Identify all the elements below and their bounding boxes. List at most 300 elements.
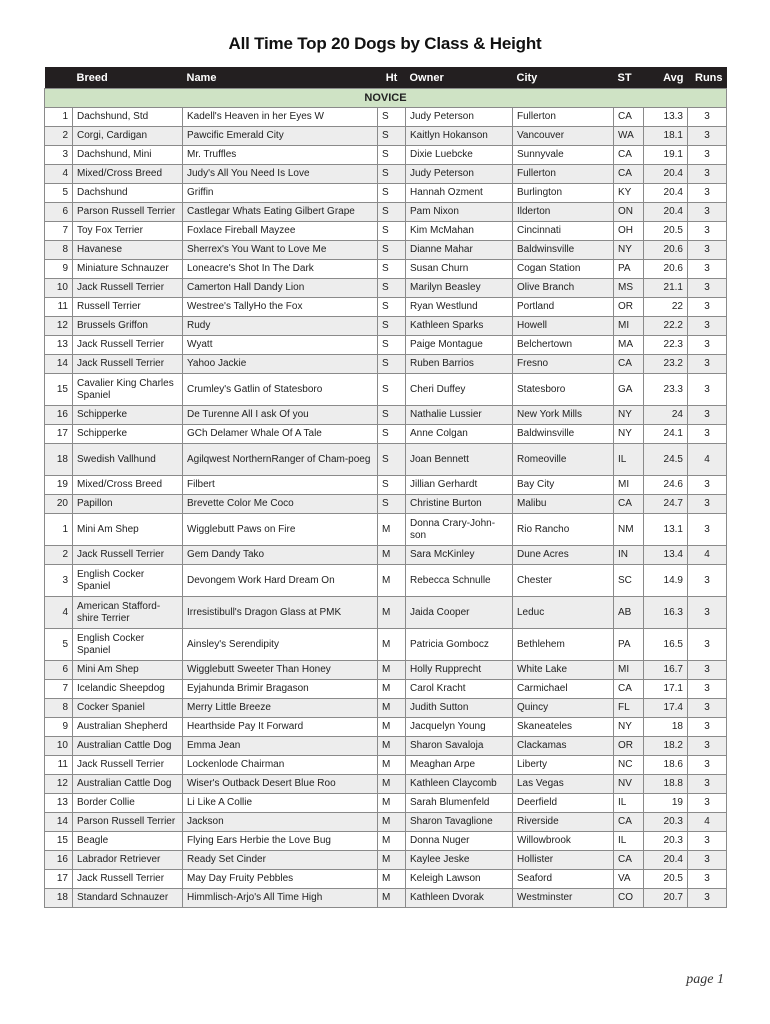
cell-num: 20 — [45, 495, 73, 514]
cell-num: 7 — [45, 680, 73, 699]
col-header-num — [45, 67, 73, 89]
cell-city: Skaneateles — [513, 718, 614, 737]
cell-avg: 20.3 — [644, 832, 688, 851]
cell-city: Burlington — [513, 184, 614, 203]
cell-avg: 21.1 — [644, 279, 688, 298]
cell-st: CA — [614, 108, 644, 127]
cell-runs: 3 — [688, 165, 727, 184]
cell-num: 14 — [45, 355, 73, 374]
cell-avg: 13.3 — [644, 108, 688, 127]
cell-owner: Dianne Mahar — [406, 241, 513, 260]
cell-name: Castlegar Whats Eating Gilbert Grape — [183, 203, 378, 222]
cell-num: 3 — [45, 146, 73, 165]
cell-ht: S — [378, 279, 406, 298]
cell-avg: 20.6 — [644, 241, 688, 260]
cell-avg: 18 — [644, 718, 688, 737]
cell-breed: Jack Russell Terrier — [73, 279, 183, 298]
cell-owner: Kaylee Jeske — [406, 851, 513, 870]
table-row — [45, 629, 727, 661]
cell-breed: Russell Terrier — [73, 298, 183, 317]
cell-st: CA — [614, 680, 644, 699]
cell-st: CO — [614, 889, 644, 908]
cell-num: 18 — [45, 889, 73, 908]
cell-num: 17 — [45, 425, 73, 444]
cell-name: Irresistibull's Dragon Glass at PMK — [183, 597, 378, 629]
cell-runs: 3 — [688, 425, 727, 444]
table-row — [45, 317, 727, 336]
cell-runs: 3 — [688, 355, 727, 374]
cell-runs: 3 — [688, 279, 727, 298]
cell-avg: 24.6 — [644, 476, 688, 495]
col-header-ht: Ht — [378, 67, 406, 89]
cell-city: Deerfield — [513, 794, 614, 813]
table-row — [45, 355, 727, 374]
cell-runs: 3 — [688, 889, 727, 908]
cell-name: Westree's TallyHo the Fox — [183, 298, 378, 317]
table-header-row — [45, 67, 727, 89]
table-row — [45, 444, 727, 476]
cell-name: Lockenlode Chairman — [183, 756, 378, 775]
cell-st: VA — [614, 870, 644, 889]
cell-runs: 3 — [688, 629, 727, 661]
cell-avg: 22.2 — [644, 317, 688, 336]
cell-st: CA — [614, 495, 644, 514]
cell-city: Belchertown — [513, 336, 614, 355]
table-row — [45, 718, 727, 737]
table-row — [45, 298, 727, 317]
table-row — [45, 241, 727, 260]
cell-breed: Papillon — [73, 495, 183, 514]
cell-st: NY — [614, 241, 644, 260]
table-row — [45, 775, 727, 794]
table-row — [45, 184, 727, 203]
cell-breed: Dachshund, Mini — [73, 146, 183, 165]
cell-city: Willowbrook — [513, 832, 614, 851]
cell-city: Vancouver — [513, 127, 614, 146]
cell-city: Clackamas — [513, 737, 614, 756]
cell-ht: S — [378, 146, 406, 165]
cell-num: 2 — [45, 127, 73, 146]
cell-ht: S — [378, 336, 406, 355]
cell-avg: 14.9 — [644, 565, 688, 597]
cell-owner: Rebecca Schnulle — [406, 565, 513, 597]
cell-owner: Patricia Gombocz — [406, 629, 513, 661]
cell-breed: Cocker Spaniel — [73, 699, 183, 718]
cell-breed: Jack Russell Terrier — [73, 546, 183, 565]
cell-runs: 3 — [688, 718, 727, 737]
table-row — [45, 870, 727, 889]
table-row — [45, 680, 727, 699]
cell-st: NC — [614, 756, 644, 775]
cell-avg: 20.5 — [644, 870, 688, 889]
cell-name: Ready Set Cinder — [183, 851, 378, 870]
cell-owner: Jillian Gerhardt — [406, 476, 513, 495]
cell-st: WA — [614, 127, 644, 146]
cell-breed: Corgi, Cardigan — [73, 127, 183, 146]
cell-runs: 3 — [688, 737, 727, 756]
cell-num: 9 — [45, 718, 73, 737]
cell-name: Merry Little Breeze — [183, 699, 378, 718]
cell-avg: 20.5 — [644, 222, 688, 241]
cell-avg: 24.7 — [644, 495, 688, 514]
cell-avg: 18.1 — [644, 127, 688, 146]
cell-runs: 3 — [688, 127, 727, 146]
cell-st: MI — [614, 317, 644, 336]
cell-num: 2 — [45, 546, 73, 565]
cell-name: Crumley's Gatlin of Statesboro — [183, 374, 378, 406]
cell-st: IL — [614, 832, 644, 851]
cell-name: May Day Fruity Pebbles — [183, 870, 378, 889]
table-row — [45, 813, 727, 832]
cell-breed: Jack Russell Terrier — [73, 870, 183, 889]
cell-breed: English Cocker Spaniel — [73, 565, 183, 597]
cell-city: Statesboro — [513, 374, 614, 406]
cell-avg: 17.4 — [644, 699, 688, 718]
cell-num: 11 — [45, 298, 73, 317]
cell-owner: Meaghan Arpe — [406, 756, 513, 775]
cell-avg: 20.4 — [644, 184, 688, 203]
cell-breed: Beagle — [73, 832, 183, 851]
cell-owner: Sharon Tavaglione — [406, 813, 513, 832]
cell-city: Las Vegas — [513, 775, 614, 794]
cell-breed: Border Collie — [73, 794, 183, 813]
cell-owner: Ruben Barrios — [406, 355, 513, 374]
table-row — [45, 832, 727, 851]
table-row — [45, 425, 727, 444]
cell-avg: 18.6 — [644, 756, 688, 775]
cell-avg: 16.5 — [644, 629, 688, 661]
cell-owner: Kathleen Dvorak — [406, 889, 513, 908]
cell-ht: M — [378, 514, 406, 546]
cell-owner: Judith Sutton — [406, 699, 513, 718]
cell-st: FL — [614, 699, 644, 718]
table-row — [45, 108, 727, 127]
cell-ht: M — [378, 813, 406, 832]
cell-avg: 20.4 — [644, 851, 688, 870]
cell-ht: S — [378, 165, 406, 184]
cell-owner: Judy Peterson — [406, 165, 513, 184]
cell-runs: 3 — [688, 832, 727, 851]
cell-ht: S — [378, 425, 406, 444]
cell-breed: Jack Russell Terrier — [73, 336, 183, 355]
cell-city: Hollister — [513, 851, 614, 870]
cell-name: Agilqwest NorthernRanger of Cham-poeg — [183, 444, 378, 476]
cell-st: OR — [614, 298, 644, 317]
cell-ht: M — [378, 597, 406, 629]
table-row — [45, 889, 727, 908]
cell-st: OR — [614, 737, 644, 756]
cell-city: Bay City — [513, 476, 614, 495]
cell-num: 4 — [45, 597, 73, 629]
cell-name: Hearthside Pay It Forward — [183, 718, 378, 737]
cell-breed: Mixed/Cross Breed — [73, 165, 183, 184]
cell-num: 13 — [45, 336, 73, 355]
cell-st: MA — [614, 336, 644, 355]
cell-num: 9 — [45, 260, 73, 279]
cell-breed: Schipperke — [73, 406, 183, 425]
cell-runs: 3 — [688, 184, 727, 203]
cell-st: NY — [614, 406, 644, 425]
cell-runs: 3 — [688, 146, 727, 165]
cell-avg: 19 — [644, 794, 688, 813]
cell-owner: Ryan Westlund — [406, 298, 513, 317]
table-row — [45, 565, 727, 597]
table-row — [45, 146, 727, 165]
cell-city: Dune Acres — [513, 546, 614, 565]
cell-city: Carmichael — [513, 680, 614, 699]
cell-ht: S — [378, 108, 406, 127]
cell-name: Jackson — [183, 813, 378, 832]
cell-city: Baldwinsville — [513, 241, 614, 260]
cell-ht: S — [378, 317, 406, 336]
cell-ht: M — [378, 889, 406, 908]
cell-ht: M — [378, 629, 406, 661]
cell-st: GA — [614, 374, 644, 406]
table-row — [45, 374, 727, 406]
cell-avg: 16.3 — [644, 597, 688, 629]
cell-runs: 3 — [688, 851, 727, 870]
cell-num: 10 — [45, 737, 73, 756]
cell-num: 15 — [45, 832, 73, 851]
cell-st: IL — [614, 444, 644, 476]
table-row — [45, 476, 727, 495]
cell-city: Howell — [513, 317, 614, 336]
cell-city: Baldwinsville — [513, 425, 614, 444]
cell-st: MS — [614, 279, 644, 298]
cell-avg: 23.2 — [644, 355, 688, 374]
cell-runs: 3 — [688, 222, 727, 241]
table-row — [45, 756, 727, 775]
table-row — [45, 737, 727, 756]
cell-name: Emma Jean — [183, 737, 378, 756]
cell-city: Bethlehem — [513, 629, 614, 661]
cell-avg: 20.6 — [644, 260, 688, 279]
col-header-city: City — [513, 67, 614, 89]
table-row — [45, 336, 727, 355]
cell-num: 17 — [45, 870, 73, 889]
cell-name: Yahoo Jackie — [183, 355, 378, 374]
cell-runs: 3 — [688, 794, 727, 813]
cell-runs: 3 — [688, 775, 727, 794]
cell-owner: Sarah Blumenfeld — [406, 794, 513, 813]
cell-ht: M — [378, 832, 406, 851]
cell-avg: 24.1 — [644, 425, 688, 444]
cell-name: Himmlisch-Arjo's All Time High — [183, 889, 378, 908]
cell-avg: 13.4 — [644, 546, 688, 565]
col-header-avg: Avg — [644, 67, 688, 89]
cell-owner: Jaida Cooper — [406, 597, 513, 629]
cell-avg: 20.4 — [644, 165, 688, 184]
col-header-runs: Runs — [688, 67, 727, 89]
cell-breed: Schipperke — [73, 425, 183, 444]
cell-city: Fullerton — [513, 165, 614, 184]
cell-runs: 3 — [688, 661, 727, 680]
cell-runs: 3 — [688, 514, 727, 546]
cell-owner: Judy Peterson — [406, 108, 513, 127]
cell-num: 13 — [45, 794, 73, 813]
cell-num: 4 — [45, 165, 73, 184]
cell-breed: Parson Russell Terrier — [73, 813, 183, 832]
cell-st: CA — [614, 165, 644, 184]
cell-num: 16 — [45, 406, 73, 425]
section-row-novice — [45, 89, 727, 108]
table-row — [45, 514, 727, 546]
cell-num: 1 — [45, 108, 73, 127]
cell-name: Kadell's Heaven in her Eyes W — [183, 108, 378, 127]
cell-ht: S — [378, 444, 406, 476]
cell-num: 15 — [45, 374, 73, 406]
cell-ht: M — [378, 756, 406, 775]
cell-num: 16 — [45, 851, 73, 870]
cell-name: Wiser's Outback Desert Blue Roo — [183, 775, 378, 794]
cell-breed: Australian Cattle Dog — [73, 775, 183, 794]
cell-name: Mr. Truffles — [183, 146, 378, 165]
cell-breed: Dachshund, Std — [73, 108, 183, 127]
cell-st: CA — [614, 851, 644, 870]
table-row — [45, 851, 727, 870]
cell-st: NY — [614, 718, 644, 737]
cell-name: Sherrex's You Want to Love Me — [183, 241, 378, 260]
cell-ht: S — [378, 374, 406, 406]
cell-st: CA — [614, 813, 644, 832]
cell-runs: 3 — [688, 565, 727, 597]
cell-runs: 4 — [688, 813, 727, 832]
cell-breed: Australian Cattle Dog — [73, 737, 183, 756]
cell-ht: M — [378, 565, 406, 597]
cell-num: 14 — [45, 813, 73, 832]
cell-owner: Cheri Duffey — [406, 374, 513, 406]
cell-num: 6 — [45, 661, 73, 680]
cell-owner: Keleigh Lawson — [406, 870, 513, 889]
cell-owner: Anne Colgan — [406, 425, 513, 444]
cell-owner: Carol Kracht — [406, 680, 513, 699]
cell-st: SC — [614, 565, 644, 597]
cell-breed: Mini Am Shep — [73, 661, 183, 680]
cell-ht: M — [378, 775, 406, 794]
cell-breed: English Cocker Spaniel — [73, 629, 183, 661]
cell-runs: 3 — [688, 317, 727, 336]
cell-city: White Lake — [513, 661, 614, 680]
cell-ht: S — [378, 184, 406, 203]
cell-num: 5 — [45, 184, 73, 203]
cell-ht: S — [378, 406, 406, 425]
cell-st: OH — [614, 222, 644, 241]
cell-city: Seaford — [513, 870, 614, 889]
cell-st: IN — [614, 546, 644, 565]
cell-ht: S — [378, 203, 406, 222]
page-number: page 1 — [686, 972, 724, 987]
cell-name: Pawcific Emerald City — [183, 127, 378, 146]
table-row — [45, 406, 727, 425]
cell-owner: Holly Rupprecht — [406, 661, 513, 680]
cell-owner: Kathleen Sparks — [406, 317, 513, 336]
cell-avg: 22.3 — [644, 336, 688, 355]
cell-name: Griffin — [183, 184, 378, 203]
cell-city: Romeoville — [513, 444, 614, 476]
cell-city: Olive Branch — [513, 279, 614, 298]
cell-breed: Miniature Schnauzer — [73, 260, 183, 279]
cell-st: MI — [614, 476, 644, 495]
cell-avg: 24 — [644, 406, 688, 425]
cell-breed: Jack Russell Terrier — [73, 355, 183, 374]
cell-runs: 3 — [688, 298, 727, 317]
cell-name: Wyatt — [183, 336, 378, 355]
cell-runs: 4 — [688, 444, 727, 476]
cell-ht: M — [378, 546, 406, 565]
cell-owner: Nathalie Lussier — [406, 406, 513, 425]
cell-ht: S — [378, 495, 406, 514]
cell-st: ON — [614, 203, 644, 222]
cell-name: Eyjahunda Brimir Bragason — [183, 680, 378, 699]
col-header-name: Name — [183, 67, 378, 89]
cell-name: De Turenne All I ask Of you — [183, 406, 378, 425]
cell-breed: Toy Fox Terrier — [73, 222, 183, 241]
cell-name: Devongem Work Hard Dream On — [183, 565, 378, 597]
section-label: NOVICE — [45, 89, 727, 108]
cell-runs: 3 — [688, 260, 727, 279]
cell-runs: 3 — [688, 597, 727, 629]
cell-breed: Mixed/Cross Breed — [73, 476, 183, 495]
cell-ht: M — [378, 718, 406, 737]
cell-owner: Dixie Luebcke — [406, 146, 513, 165]
cell-name: Judy's All You Need Is Love — [183, 165, 378, 184]
cell-st: IL — [614, 794, 644, 813]
cell-avg: 24.5 — [644, 444, 688, 476]
col-header-breed: Breed — [73, 67, 183, 89]
cell-st: CA — [614, 355, 644, 374]
cell-ht: M — [378, 680, 406, 699]
cell-runs: 3 — [688, 476, 727, 495]
rankings-table — [44, 67, 727, 908]
cell-st: PA — [614, 629, 644, 661]
cell-runs: 4 — [688, 546, 727, 565]
cell-avg: 20.3 — [644, 813, 688, 832]
table-row — [45, 260, 727, 279]
cell-name: Ainsley's Serendipity — [183, 629, 378, 661]
cell-name: Filbert — [183, 476, 378, 495]
cell-avg: 18.2 — [644, 737, 688, 756]
cell-num: 8 — [45, 699, 73, 718]
cell-breed: Parson Russell Terrier — [73, 203, 183, 222]
table-row — [45, 794, 727, 813]
cell-city: Fresno — [513, 355, 614, 374]
cell-ht: S — [378, 222, 406, 241]
cell-name: Foxlace Fireball Mayzee — [183, 222, 378, 241]
cell-owner: Kaitlyn Hokanson — [406, 127, 513, 146]
cell-name: Flying Ears Herbie the Love Bug — [183, 832, 378, 851]
cell-name: Brevette Color Me Coco — [183, 495, 378, 514]
cell-ht: S — [378, 260, 406, 279]
cell-breed: Australian Shepherd — [73, 718, 183, 737]
cell-owner: Susan Churn — [406, 260, 513, 279]
cell-ht: M — [378, 870, 406, 889]
cell-name: Gem Dandy Tako — [183, 546, 378, 565]
cell-runs: 3 — [688, 406, 727, 425]
cell-breed: Cavalier King Charles Spaniel — [73, 374, 183, 406]
cell-city: New York Mills — [513, 406, 614, 425]
cell-owner: Sara McKinley — [406, 546, 513, 565]
cell-ht: S — [378, 241, 406, 260]
cell-runs: 3 — [688, 336, 727, 355]
cell-name: GCh Delamer Whale Of A Tale — [183, 425, 378, 444]
table-row — [45, 222, 727, 241]
page-title: All Time Top 20 Dogs by Class & Height — [228, 34, 542, 53]
cell-num: 10 — [45, 279, 73, 298]
cell-city: Sunnyvale — [513, 146, 614, 165]
cell-runs: 3 — [688, 203, 727, 222]
cell-num: 6 — [45, 203, 73, 222]
cell-owner: Donna Nuger — [406, 832, 513, 851]
